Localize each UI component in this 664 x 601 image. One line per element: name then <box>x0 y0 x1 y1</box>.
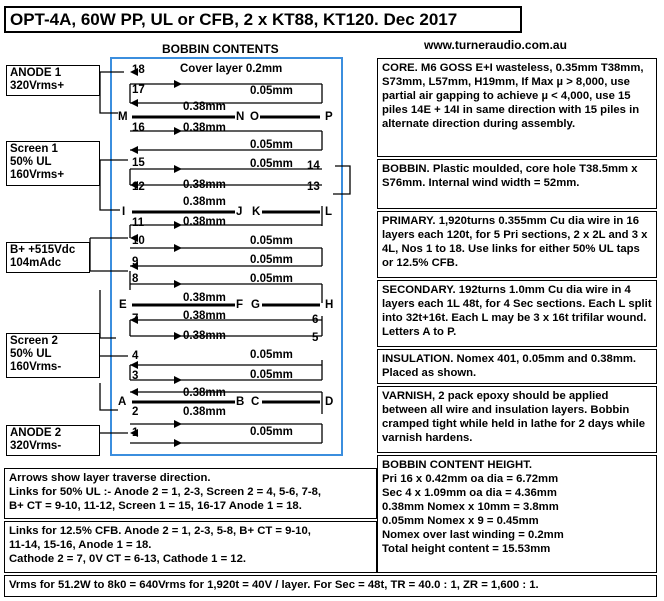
notes-ul-links: Arrows show layer traverse direction. Links for 50% UL :- Anode 2 = 1, 2-3, Screen 2 = 4, 5-6, 7-8, B+ CT = 9-10, 11-12, Screen 1 = 15, 16-17 Anode 1 = 18. <box>4 468 377 519</box>
website-url: www.turneraudio.com.au <box>424 38 567 52</box>
pin-7: 7 <box>132 313 139 325</box>
layer-label-thick: 0.38mm <box>183 179 226 191</box>
layer-label-thin: 0.05mm <box>250 235 293 247</box>
terminal-screen-2: Screen 2 50% UL 160Vrms- <box>6 333 100 378</box>
info-content-height: BOBBIN CONTENT HEIGHT. Pri 16 x 0.42mm oa dia = 6.72mm Sec 4 x 1.09mm oa dia = 4.36mm 0.38mm Nomex x 10mm = 3.8mm 0.05mm Nomex x 9 = 0.45mm Nomex over last winding = 0.2mm Total height content = 15.53mm <box>377 455 657 573</box>
layer-label-thick: 0.38mm <box>183 310 226 322</box>
sec-letter-b: B <box>236 396 245 408</box>
pin-8: 8 <box>132 273 139 285</box>
info-secondary: SECONDARY. 192turns 1.0mm Cu dia wire in 4 layers each 1L 48t, for 4 Sec sections. Each L split into 32t+16t. Each L may be 3 x 16t trifilar wound. Letters A to P. <box>377 280 657 347</box>
layer-label-thin: 0.05mm <box>250 158 293 170</box>
pin-5: 5 <box>312 332 319 344</box>
pin-2: 2 <box>132 406 139 418</box>
terminal-anode-1: ANODE 1 320Vrms+ <box>6 65 100 96</box>
pin-15: 15 <box>132 157 145 169</box>
page-title: OPT-4A, 60W PP, UL or CFB, 2 x KT88, KT120. Dec 2017 <box>4 6 522 33</box>
notes-cfb-links: Links for 12.5% CFB. Anode 2 = 1, 2-3, 5-8, B+ CT = 9-10, 11-14, 15-16, Anode 1 = 18. Cathode 2 = 7, 0V CT = 6-13, Cathode 1 = 12. <box>4 521 377 573</box>
pin-16: 16 <box>132 122 145 134</box>
footer-note: Vrms for 51.2W to 8k0 = 640Vrms for 1,920t = 40V / layer. For Sec = 48t, TR = 40.0 : 1, ZR = 1,600 : 1. <box>4 575 657 597</box>
layer-label-thick: 0.38mm <box>183 330 226 342</box>
layer-label-thick: 0.38mm <box>183 406 226 418</box>
pin-18: 18 <box>132 64 145 76</box>
sec-letter-c: C <box>251 396 260 408</box>
pin-4: 4 <box>132 350 139 362</box>
pin-13: 13 <box>307 181 320 193</box>
pin-3: 3 <box>132 370 139 382</box>
layer-label-thick: 0.38mm <box>183 292 226 304</box>
pin-11: 11 <box>132 217 145 229</box>
sec-letter-h: H <box>325 299 334 311</box>
terminal-anode-2: ANODE 2 320Vrms- <box>6 425 100 456</box>
info-core: CORE. M6 GOSS E+I wasteless, 0.35mm T38mm, S73mm, L57mm, H19mm, If Max µ > 8,000, use partial air gapping to achieve µ < 4,000, use 15 piles 14E + 14I in same direction with 15 piles in alternate direction during assembly. <box>377 58 657 157</box>
layer-label-thick: 0.38mm <box>183 196 226 208</box>
sec-letter-p: P <box>325 111 333 123</box>
layer-label-thick: 0.38mm <box>183 122 226 134</box>
terminal-bplus: B+ +515Vdc 104mAdc <box>6 242 90 273</box>
sec-letter-l: L <box>325 206 333 218</box>
pin-9: 9 <box>132 256 139 268</box>
sec-letter-f: F <box>236 299 244 311</box>
layer-label-thick: 0.38mm <box>183 101 226 113</box>
layer-label-thin: 0.05mm <box>250 85 293 97</box>
sec-letter-a: A <box>118 396 127 408</box>
layer-label-thin: 0.05mm <box>250 254 293 266</box>
sec-letter-k: K <box>252 206 261 218</box>
sec-letter-j: J <box>236 206 243 218</box>
pin-6: 6 <box>312 314 319 326</box>
cover-layer-label: Cover layer 0.2mm <box>180 63 283 75</box>
layer-label-thick: 0.38mm <box>183 216 226 228</box>
layer-label-thin: 0.05mm <box>250 369 293 381</box>
sec-letter-e: E <box>119 299 127 311</box>
info-varnish: VARNISH, 2 pack epoxy should be applied between all wire and insulation layers. Bobbin cramped tight while held in lathe for 2 days while varnish hardens. <box>377 386 657 453</box>
sec-letter-i: I <box>122 206 126 218</box>
pin-10: 10 <box>132 235 145 247</box>
layer-label-thin: 0.05mm <box>250 139 293 151</box>
pin-12: 12 <box>132 181 145 193</box>
terminal-screen-1: Screen 1 50% UL 160Vrms+ <box>6 141 100 186</box>
info-insulation: INSULATION. Nomex 401, 0.05mm and 0.38mm. Placed as shown. <box>377 349 657 384</box>
pin-1: 1 <box>132 427 139 439</box>
layer-label-thin: 0.05mm <box>250 273 293 285</box>
layer-label-thin: 0.05mm <box>250 349 293 361</box>
pin-14: 14 <box>307 160 320 172</box>
sec-letter-d: D <box>325 396 334 408</box>
layer-label-thin: 0.05mm <box>250 426 293 438</box>
sec-letter-o: O <box>250 111 259 123</box>
sec-letter-n: N <box>236 111 245 123</box>
info-bobbin: BOBBIN. Plastic moulded, core hole T38.5mm x S76mm. Internal wind width = 52mm. <box>377 159 657 209</box>
pin-17: 17 <box>132 84 145 96</box>
bobbin-contents-heading: BOBBIN CONTENTS <box>162 42 279 56</box>
layer-label-thick: 0.38mm <box>183 387 226 399</box>
sec-letter-m: M <box>118 111 128 123</box>
info-primary: PRIMARY. 1,920turns 0.355mm Cu dia wire in 16 layers each 120t, for 5 Pri sections, 2 x 2L and 3 x 4L, Nos 1 to 18. Use links for either 50% UL taps or 12.5% CFB. <box>377 211 657 278</box>
sec-letter-g: G <box>251 299 260 311</box>
